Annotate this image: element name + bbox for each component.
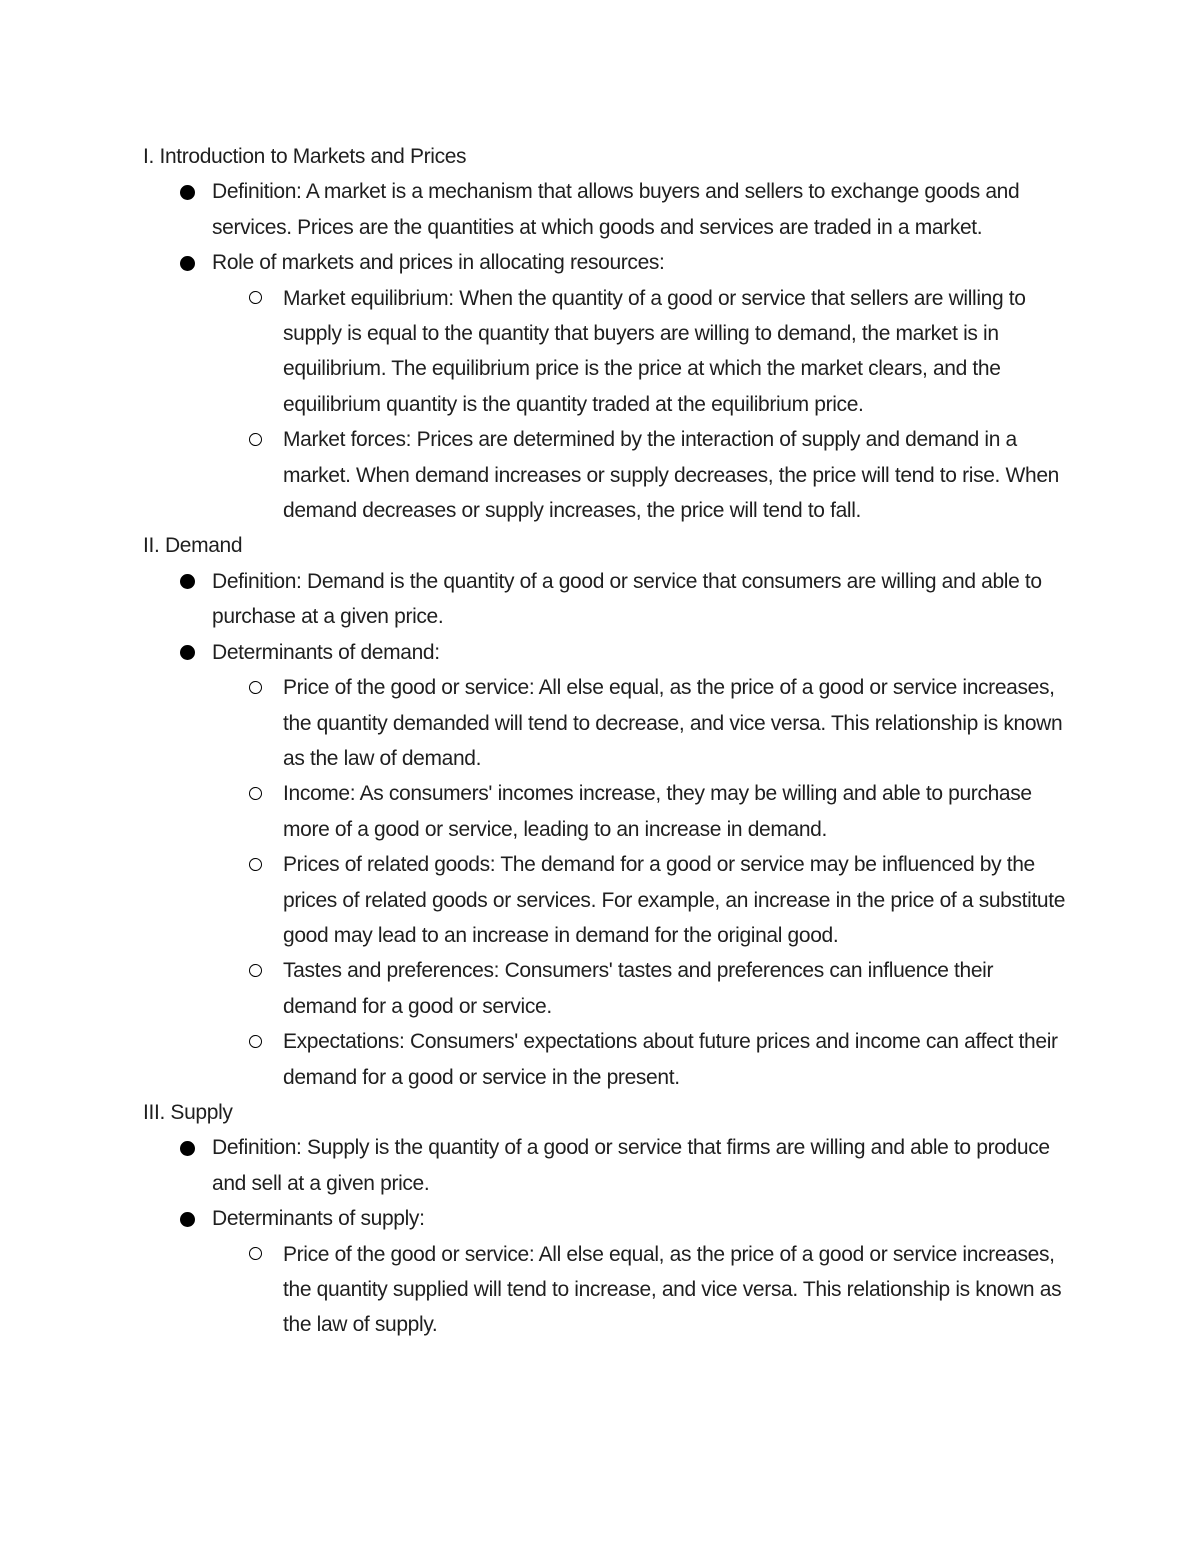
filled-bullet-icon (180, 185, 195, 200)
sub-list-item (212, 776, 1068, 847)
hollow-bullet-icon (249, 291, 262, 304)
hollow-bullet-icon (249, 964, 262, 977)
filled-bullet-icon (180, 574, 195, 589)
sub-list-item (212, 422, 1068, 528)
filled-bullet-icon (180, 1212, 195, 1227)
document-content (143, 139, 1068, 1343)
list-item (143, 245, 1068, 528)
section-introduction (143, 139, 1068, 528)
sub-bullet-list (212, 281, 1068, 529)
filled-bullet-icon (180, 256, 195, 271)
sub-list-item-text: Tastes and preferences: Consumers' tastes and preferences can influence their demand for a good or service. (283, 959, 994, 1018)
section-heading: II. Demand (143, 534, 243, 558)
filled-bullet-icon (180, 1141, 195, 1156)
list-item (143, 1201, 1068, 1343)
list-item-text: Determinants of supply: (212, 1207, 425, 1231)
list-item-text: Definition: Supply is the quantity of a good or service that firms are willing and able to produce and sell at a given price. (212, 1136, 1050, 1195)
list-item-text: Definition: A market is a mechanism that allows buyers and sellers to exchange goods and services. Prices are the quantities at which goods and services are traded in a market. (212, 180, 1020, 239)
list-item (143, 564, 1068, 635)
sub-list-item (212, 953, 1068, 1024)
list-item-text: Determinants of demand: (212, 640, 440, 664)
hollow-bullet-icon (249, 433, 262, 446)
hollow-bullet-icon (249, 787, 262, 800)
sub-list-item (212, 1024, 1068, 1095)
hollow-bullet-icon (249, 681, 262, 694)
sub-list-item (212, 281, 1068, 423)
list-item (143, 635, 1068, 1095)
sub-list-item-text: Price of the good or service: All else equal, as the price of a good or service increases, the quantity supplied will tend to increase, and vice versa. This relationship is known as the law of supply. (283, 1242, 1062, 1337)
sub-list-item (212, 670, 1068, 776)
hollow-bullet-icon (249, 1035, 262, 1048)
section-demand (143, 528, 1068, 1095)
list-item (143, 174, 1068, 245)
hollow-bullet-icon (249, 1247, 262, 1260)
sub-list-item-text: Prices of related goods: The demand for a good or service may be influenced by the prices of related goods or services. For example, an increase in the price of a substitute good may lead to an increase in demand for the original good. (283, 853, 1066, 947)
sub-bullet-list (212, 1237, 1068, 1343)
sub-list-item (212, 1237, 1068, 1343)
sub-list-item-text: Market forces: Prices are determined by the interaction of supply and demand in a market. When demand increases or supply decreases, the price will tend to rise. When demand decreases or supply increases, the price will tend to fall. (283, 428, 1059, 523)
list-item-text: Definition: Demand is the quantity of a good or service that consumers are willing and able to purchase at a given price. (212, 569, 1042, 629)
filled-bullet-icon (180, 645, 195, 660)
section-heading: I. Introduction to Markets and Prices (143, 145, 467, 168)
hollow-bullet-icon (249, 858, 262, 871)
sub-list-item-text: Expectations: Consumers' expectations about future prices and income can affect their demand for a good or service in the present. (283, 1030, 1058, 1089)
sub-list-item-text: Income: As consumers' incomes increase, they may be willing and able to purchase more of a good or service, leading to an increase in demand. (283, 782, 1032, 841)
bullet-list (143, 174, 1068, 528)
section-supply (143, 1095, 1068, 1343)
section-heading: III. Supply (143, 1100, 233, 1124)
sub-list-item (212, 847, 1068, 953)
sub-list-item-text: Price of the good or service: All else equal, as the price of a good or service increases, the quantity demanded will tend to decrease, and vice versa. This relationship is known as the law of demand. (283, 676, 1063, 770)
list-item (143, 1130, 1068, 1201)
sub-list-item-text: Market equilibrium: When the quantity of a good or service that sellers are willing to supply is equal to the quantity that buyers are willing to demand, the market is in equilibrium. The equilibrium price is the price at which the market clears, and the equilibrium quantity is the quantity traded at the equilibrium price. (283, 286, 1026, 416)
bullet-list (143, 564, 1068, 1095)
list-item-text: Role of markets and prices in allocating resources: (212, 251, 665, 275)
sub-bullet-list (212, 670, 1068, 1095)
bullet-list (143, 1130, 1068, 1342)
